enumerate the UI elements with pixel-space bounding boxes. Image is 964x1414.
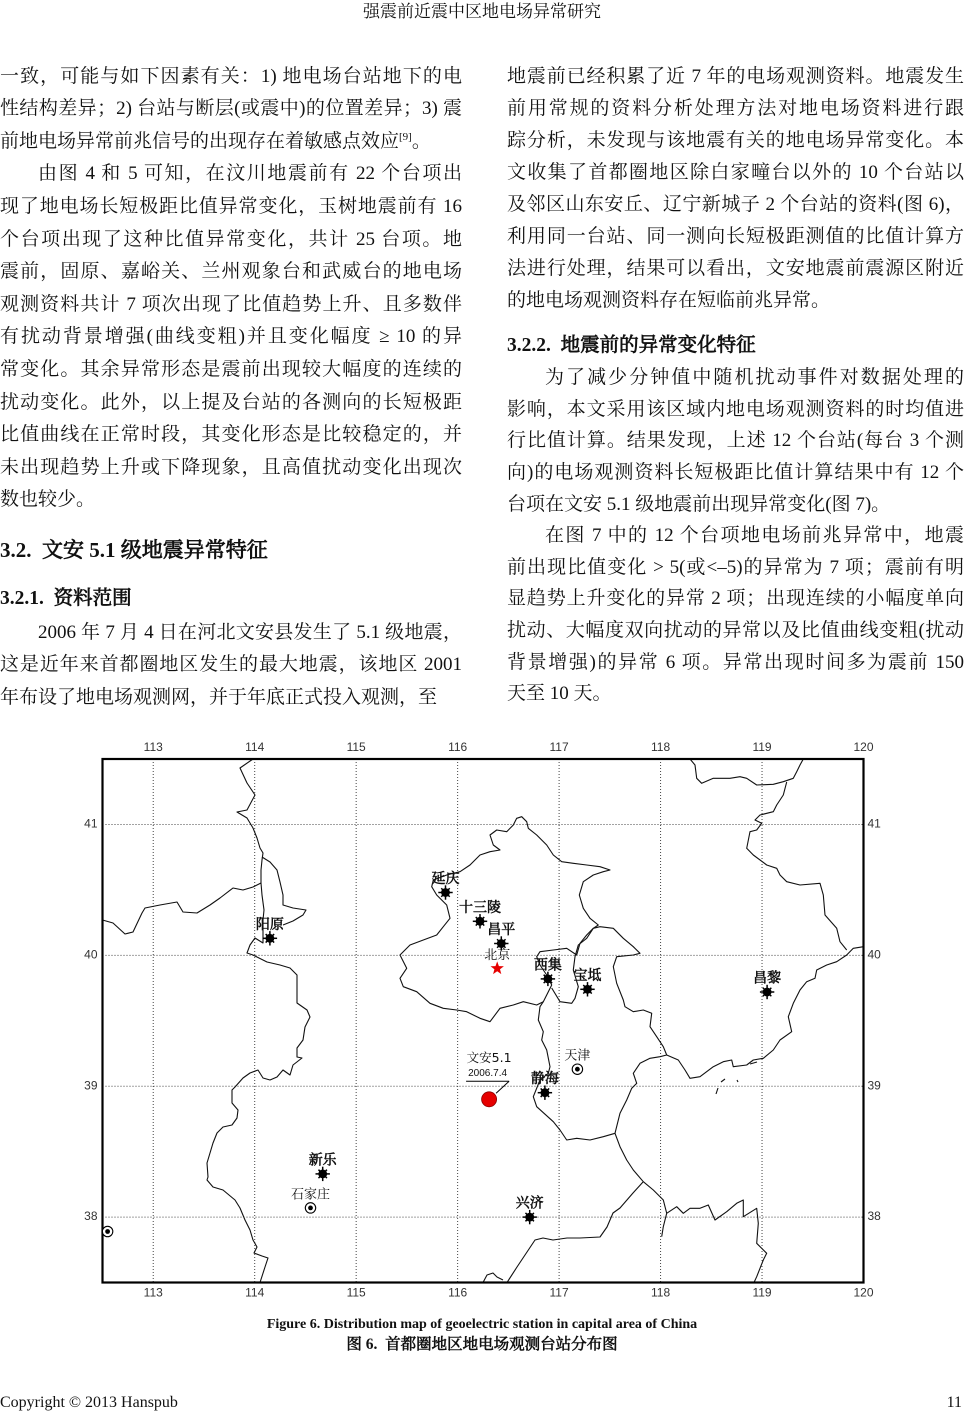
boundary-hebei-shandong xyxy=(483,1182,643,1283)
station-marker xyxy=(523,1210,537,1224)
text-line: 现了地电场长短极距比值异常变化，玉树地震前有 16 xyxy=(0,196,462,218)
station-ray xyxy=(441,895,443,897)
text-line: 为了减少分钟值中随机扰动事件对数据处理的 xyxy=(545,367,964,389)
boundary-hebei-inner-mongolia-ne xyxy=(690,759,803,785)
station-label: 静海 xyxy=(530,1071,559,1088)
station-marker xyxy=(541,972,555,986)
station-label: 昌黎 xyxy=(753,970,782,987)
tick-label-top: 118 xyxy=(650,740,671,755)
tick-label-right: 40 xyxy=(867,947,881,962)
station-marker xyxy=(438,885,452,899)
section-heading: 3.2. 文安 5.1 级地震异常特征 xyxy=(0,537,268,562)
station-ray xyxy=(541,1095,543,1097)
station-label: 阳原 xyxy=(255,916,284,933)
paragraph xyxy=(507,61,964,318)
tick-label-top: 113 xyxy=(143,740,163,755)
text-flow xyxy=(507,61,964,318)
station-ray xyxy=(770,988,772,990)
figure-caption-english: Figure 6. Distribution map of geoelectric station in capital area of China xyxy=(266,1317,698,1332)
tick-label-top: 120 xyxy=(853,740,874,755)
tick-label-bottom: 116 xyxy=(448,1285,468,1300)
text-line: 显趋势上升变化的异常 2 项；出现连续的小幅度单向 xyxy=(507,588,964,610)
station-ray xyxy=(272,941,274,943)
text-line: 常变化。其余异常形态是震前出现较大幅度的连续的 xyxy=(0,359,462,381)
text-line: 天至 10 天。 xyxy=(507,683,612,705)
text-line: 影响，本文采用该区域内地电场观测资料的时均值进 xyxy=(507,398,964,420)
running-title: 强震前近震中区地电场异常研究 xyxy=(363,2,601,21)
footer-copyright: Copyright © 2013 Hanspub xyxy=(0,1394,178,1411)
text-line: 观测资料共计 7 项次出现了比值趋势上升、且多数伴 xyxy=(0,293,462,315)
coastline-south xyxy=(615,1133,767,1282)
subsection-heading: 3.2.1. 资料范围 xyxy=(0,588,132,609)
text-flow xyxy=(0,61,462,517)
text-line: 有扰动背景增强(曲线变粗)并且变化幅度 ≥ 10 的异 xyxy=(0,326,462,348)
paragraph xyxy=(0,61,462,159)
tick-label-top: 117 xyxy=(549,740,569,755)
station-marker xyxy=(316,1167,330,1181)
tick-label-right: 41 xyxy=(867,816,881,831)
paragraph xyxy=(0,617,462,715)
station-ray xyxy=(504,939,506,941)
station-ray xyxy=(763,994,765,996)
boundary-shanxi-inner-mongolia xyxy=(103,883,262,934)
tick-label-right: 39 xyxy=(867,1078,881,1093)
station-ray xyxy=(318,1176,320,1178)
boundary-hebei-west xyxy=(207,759,310,1283)
tick-label-bottom: 120 xyxy=(853,1285,874,1300)
tick-label-bottom: 113 xyxy=(143,1285,163,1300)
epicenter-date: 2006.7.4 xyxy=(468,1067,508,1079)
text-line: 及邻区山东安丘、辽宁新城子 2 个台站的资料(图 6)， xyxy=(507,194,964,216)
station-ray xyxy=(476,924,478,926)
right-column xyxy=(507,0,964,730)
boundary-beijing xyxy=(400,817,610,1022)
station-ray xyxy=(544,981,546,983)
station-ray xyxy=(763,988,765,990)
boundary-yangyuan xyxy=(262,857,306,925)
station-ray xyxy=(448,895,450,897)
tick-label-top: 114 xyxy=(245,740,265,755)
tick-label-right: 38 xyxy=(867,1209,881,1224)
station-ray xyxy=(583,985,585,987)
station-ray xyxy=(497,939,499,941)
station-ray xyxy=(590,985,592,987)
station-ray xyxy=(266,934,268,936)
tick-label-top: 115 xyxy=(346,740,366,755)
text-line: 一致，可能与如下因素有关：1) 地电场台站地下的电 xyxy=(0,65,462,87)
citation-link[interactable]: [9] xyxy=(399,130,412,143)
station-ray xyxy=(272,934,274,936)
marks-layer xyxy=(102,870,781,1237)
station-label: 昌平 xyxy=(487,922,516,938)
station-label: 十三陵 xyxy=(459,899,501,916)
text-line: 向)的电场观测资料长短极距比值计算结果中有 12 个 xyxy=(507,461,964,483)
city-label: 天津 xyxy=(564,1048,591,1064)
capital-star-icon xyxy=(491,961,504,974)
city-marker xyxy=(305,1203,315,1213)
station-ray xyxy=(590,992,592,994)
footer-page-number: 11 xyxy=(946,1394,962,1411)
text-flow xyxy=(507,362,964,710)
text-line: 数也较少。 xyxy=(0,489,96,511)
left-column xyxy=(0,0,462,730)
paragraph xyxy=(0,158,462,517)
text-line: 未出现趋势上升或下降现象，且高值扰动变化出现次 xyxy=(0,456,462,478)
station-ray xyxy=(525,1213,527,1215)
tick-label-left: 38 xyxy=(84,1209,98,1224)
text-line xyxy=(0,126,462,159)
station-ray xyxy=(266,941,268,943)
tick-label-bottom: 114 xyxy=(245,1285,265,1300)
text-span: 。 xyxy=(411,130,431,152)
text-line: 由图 4 和 5 可知，在汶川地震前有 22 个台项出 xyxy=(38,163,462,185)
tick-label-left: 39 xyxy=(84,1078,98,1093)
station-label: 西集 xyxy=(533,957,562,974)
text-line: 震前，固原、嘉峪关、兰州观象台和武威台的地电场 xyxy=(0,261,462,283)
text-line: 踪分析，未发现与该地震有关的地电场异常变化。本 xyxy=(507,129,964,151)
text-line: 在图 7 中的 12 个台项地电场前兆异常中，地震 xyxy=(545,525,964,547)
text-line: 2006 年 7 月 4 日在河北文安县发生了 5.1 级地震， xyxy=(38,621,462,643)
epicenter-leader-line xyxy=(496,1081,509,1093)
coastline-north xyxy=(667,947,864,1079)
station-label: 兴济 xyxy=(515,1195,544,1212)
station-ray xyxy=(541,1088,543,1090)
text-line: 背景增强)的异常 6 项。异常出现时间多为震前 150 xyxy=(507,651,964,673)
station-ray xyxy=(770,994,772,996)
station-ray xyxy=(547,1088,549,1090)
epicenter-marker xyxy=(482,1092,497,1107)
text-line: 比值曲线在正常时段，其变化形态是比较稳定的，并 xyxy=(0,424,462,446)
text-line: 行比值计算。结果发现，上述 12 个台站(每台 3 个测 xyxy=(507,430,964,452)
city-dot xyxy=(308,1206,313,1211)
epicenter-label: 文安5.1 xyxy=(466,1049,512,1065)
text-line: 性结构差异；2) 台站与断层(或震中)的位置差异；3) 震 xyxy=(0,98,462,120)
text-span: 前地电场异常前兆信号的出现存在着敏感点效应 xyxy=(0,130,400,152)
station-ray xyxy=(547,1095,549,1097)
text-line: 年布设了地电场观测网，并于年底正式投入观测，至 xyxy=(0,686,438,708)
city-marker xyxy=(102,1226,112,1236)
text-line: 扰动、大幅度双向扰动的异常以及比值曲线变粗(扰动 xyxy=(507,619,964,641)
station-label: 延庆 xyxy=(431,871,460,887)
tick-label-left: 40 xyxy=(84,947,98,962)
station-marker xyxy=(538,1086,552,1100)
text-line: 利用同一台站、同一测向长短极距测值的比值计算方 xyxy=(507,226,964,248)
tick-label-bottom: 117 xyxy=(549,1285,569,1300)
text-flow xyxy=(0,617,462,715)
tick-label-bottom: 119 xyxy=(752,1285,772,1300)
subsection-heading: 3.2.2. 地震前的异常变化特征 xyxy=(507,335,756,356)
figure-caption-chinese: 图 6. 首都圈地区地电场观测台站分布图 xyxy=(346,1336,618,1353)
city-label: 北京 xyxy=(484,947,511,963)
station-label: 新乐 xyxy=(308,1152,337,1169)
text-line: 扰动变化。此外，以上提及台站的各测向的长短极距 xyxy=(0,391,462,413)
text-line: 的地电场观测资料存在短临前兆异常。 xyxy=(507,290,831,312)
station-ray xyxy=(325,1170,327,1172)
city-label: 石家庄 xyxy=(290,1187,331,1203)
station-marker xyxy=(473,914,487,928)
station-ray xyxy=(325,1176,327,1178)
station-ray xyxy=(525,1220,527,1222)
paragraph xyxy=(507,520,964,710)
station-ray xyxy=(476,917,478,919)
station-ray xyxy=(532,1213,534,1215)
station-label: 宝坻 xyxy=(573,967,602,984)
station-ray xyxy=(441,888,443,890)
station-marker xyxy=(263,931,277,945)
text-line: 文收集了首都圈地区除白家疃台以外的 10 个台站以 xyxy=(507,161,964,183)
text-line: 台项在文安 5.1 级地震前出现异常变化(图 7)。 xyxy=(507,493,891,515)
station-marker xyxy=(760,985,774,999)
station-ray xyxy=(544,975,546,977)
station-ray xyxy=(550,975,552,977)
city-marker xyxy=(572,1064,582,1074)
text-line: 这是近年来首都圈地区发生的最大地震，该地区 2001 xyxy=(0,654,462,676)
station-ray xyxy=(583,992,585,994)
station-ray xyxy=(448,888,450,890)
station-ray xyxy=(482,917,484,919)
tick-label-bottom: 115 xyxy=(346,1285,366,1300)
text-line: 前出现比值变化 > 5(或<–5)的异常为 7 项；震前有明 xyxy=(507,556,964,578)
text-line: 法进行处理，结果可以看出，文安地震前震源区附近 xyxy=(507,258,964,280)
boundary-layer xyxy=(103,759,864,1283)
text-line: 前用常规的资料分析处理方法对地电场资料进行跟 xyxy=(507,97,964,119)
station-ray xyxy=(318,1170,320,1172)
station-marker xyxy=(580,982,594,996)
paragraph xyxy=(507,362,964,520)
city-dot xyxy=(105,1229,110,1234)
tick-label-left: 41 xyxy=(84,816,98,831)
text-line: 地震前已经积累了近 7 年的电场观测资料。地震发生 xyxy=(507,65,964,87)
station-ray xyxy=(532,1220,534,1222)
tick-label-top: 119 xyxy=(752,740,772,755)
tick-label-bottom: 118 xyxy=(650,1285,671,1300)
station-distribution-map xyxy=(0,735,964,1315)
city-dot xyxy=(575,1067,580,1072)
text-line: 个台项出现了这种比值异常变化，共计 25 台项。地 xyxy=(0,228,462,250)
station-ray xyxy=(482,924,484,926)
tick-label-top: 116 xyxy=(448,740,468,755)
